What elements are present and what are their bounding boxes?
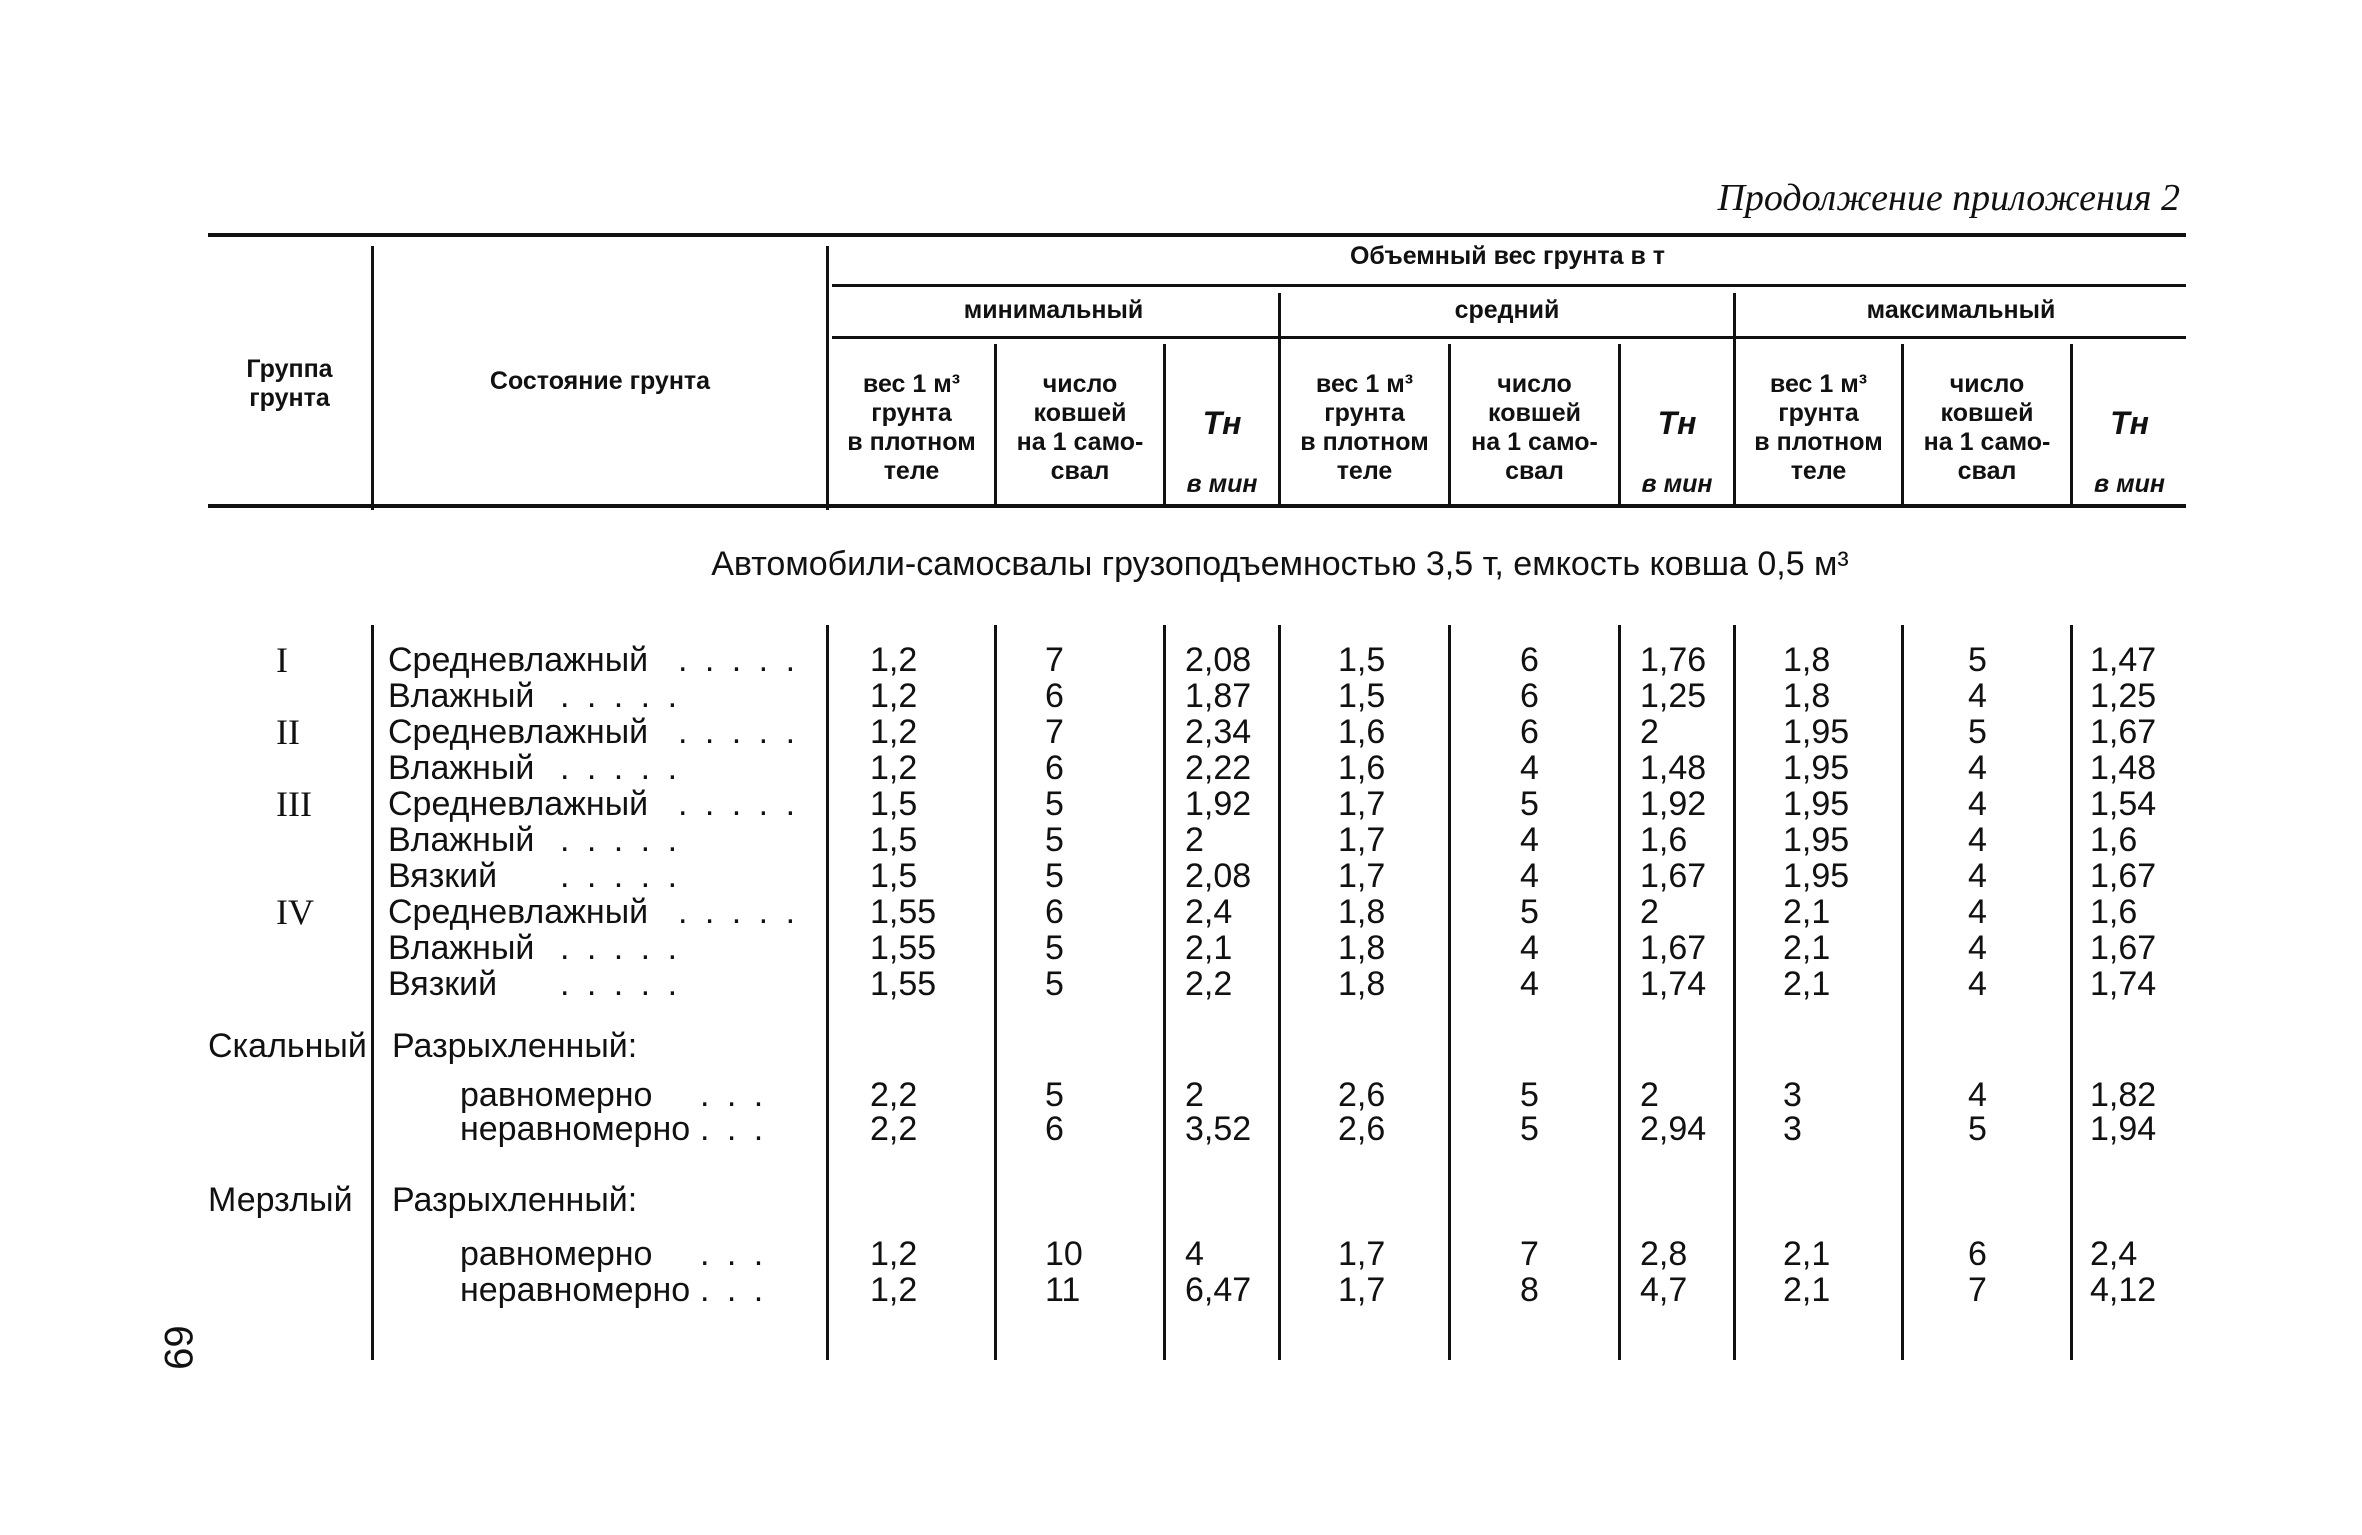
table-cell: 1,54: [2090, 785, 2157, 823]
table-cell: 1,67: [1640, 929, 1707, 967]
dot-leader: . . . . .: [560, 821, 682, 859]
table-cell: 2,08: [1185, 857, 1252, 895]
table-cell: 1,8: [1338, 965, 1386, 1003]
table-cell: 4: [1520, 749, 1539, 787]
table-cell: 2: [1640, 893, 1659, 931]
dot-leader: . . .: [700, 1110, 768, 1148]
dot-leader: . . . . .: [678, 893, 800, 931]
table-cell: 2,94: [1640, 1110, 1707, 1148]
table-cell: 1,7: [1338, 1235, 1386, 1273]
body-vline-10: [2070, 625, 2073, 1360]
table-cell: 4: [1968, 677, 1987, 715]
dot-leader: . . . . .: [678, 713, 800, 751]
tn-label: Тн: [2110, 405, 2149, 441]
table-cell: 2,4: [2090, 1235, 2138, 1273]
table-cell: 3: [1783, 1076, 1802, 1114]
table-cell: 1,8: [1783, 677, 1831, 715]
body-vline-5: [1278, 625, 1281, 1360]
mid-rule-1: [832, 284, 2186, 287]
table-cell: 1,6: [1640, 821, 1688, 859]
body-vline-3: [994, 625, 997, 1360]
table-cell: 1,2: [870, 1235, 918, 1273]
table-cell: 1,95: [1783, 713, 1850, 751]
header-bottom-rule: [208, 504, 2186, 508]
table-cell: 2,22: [1185, 749, 1252, 787]
header-max-buckets: число ковшей на 1 само- свал: [1923, 370, 2051, 485]
table-cell: 1,8: [1338, 893, 1386, 931]
header-min-tn: [1166, 380, 1278, 499]
header-mid-weight: вес 1 м³ грунта в плотном теле: [1300, 370, 1429, 485]
header-state: Состояние грунта: [489, 367, 711, 395]
header-min-buckets: число ковшей на 1 само- свал: [1016, 370, 1144, 485]
body-vline-8: [1733, 625, 1736, 1360]
group-label: II: [276, 712, 300, 752]
table-cell: 4: [1520, 965, 1539, 1003]
table-cell: 4,7: [1640, 1271, 1688, 1309]
table-cell: 1,6: [2090, 893, 2138, 931]
table-cell: 1,67: [2090, 713, 2157, 751]
table-cell: 1,95: [1783, 749, 1850, 787]
table-cell: 1,47: [2090, 641, 2157, 679]
state-label: Влажный: [388, 677, 535, 715]
tn-label: Тн: [1202, 405, 1242, 441]
table-cell: 2,2: [1185, 965, 1233, 1003]
table-cell: 5: [1968, 1110, 1987, 1148]
table-cell: 6: [1520, 713, 1539, 751]
state-label: Вязкий: [388, 965, 498, 1003]
table-cell: 10: [1045, 1235, 1083, 1273]
table-cell: 2: [1185, 1076, 1204, 1114]
state-label: Влажный: [388, 929, 535, 967]
table-cell: 5: [1045, 821, 1064, 859]
table-cell: 5: [1968, 641, 1987, 679]
table-cell: 1,55: [870, 965, 937, 1003]
header-group: Группа грунта: [246, 355, 333, 412]
table-cell: 2: [1640, 713, 1659, 751]
table-cell: 6: [1045, 677, 1064, 715]
section-title: Автомобили-самосвалы грузоподъемностью 3,5 т, емкость ковша 0,5 м³: [711, 545, 1849, 583]
table-cell: 6,47: [1185, 1271, 1252, 1309]
table-cell: 1,95: [1783, 821, 1850, 859]
state-label: Средневлажный: [388, 893, 649, 931]
table-cell: 6: [1045, 749, 1064, 787]
table-cell: 5: [1520, 893, 1539, 931]
tn-unit: в мин: [1641, 470, 1713, 498]
page-number: 69: [155, 1325, 200, 1370]
table-cell: 1,7: [1338, 857, 1386, 895]
table-cell: 1,95: [1783, 785, 1850, 823]
table-cell: 1,55: [870, 893, 937, 931]
table-cell: 2,1: [1783, 893, 1831, 931]
table-cell: 1,5: [870, 821, 918, 859]
header-volume-weight: Объемный вес грунта в т: [1349, 242, 1666, 270]
table-cell: 1,7: [1338, 821, 1386, 859]
header-max: максимальный: [1866, 296, 2056, 324]
table-cell: 7: [1045, 641, 1064, 679]
table-cell: 2,08: [1185, 641, 1252, 679]
table-cell: 1,5: [870, 857, 918, 895]
table-cell: 1,48: [1640, 749, 1707, 787]
body-vline-6: [1448, 625, 1451, 1360]
table-cell: 8: [1520, 1271, 1539, 1309]
table-cell: 1,87: [1185, 677, 1252, 715]
group-label: III: [276, 784, 312, 824]
state-label: Средневлажный: [388, 785, 649, 823]
table-cell: 1,5: [1338, 677, 1386, 715]
state-label: Влажный: [388, 821, 535, 859]
table-cell: 4: [1968, 929, 1987, 967]
table-cell: 5: [1520, 1076, 1539, 1114]
body-vline-4: [1163, 625, 1166, 1360]
table-cell: 1,2: [870, 677, 918, 715]
state-label: Разрыхленный:: [392, 1027, 638, 1065]
table-cell: 2,4: [1185, 893, 1233, 931]
table-cell: 1,2: [870, 1271, 918, 1309]
table-cell: 4: [1968, 1076, 1987, 1114]
dot-leader: . . . . .: [560, 929, 682, 967]
group-label: Скальный: [208, 1027, 367, 1065]
state-label: равномерно: [460, 1076, 653, 1114]
table-cell: 3: [1783, 1110, 1802, 1148]
table-cell: 1,7: [1338, 785, 1386, 823]
table-cell: 7: [1520, 1235, 1539, 1273]
table-cell: 6: [1968, 1235, 1987, 1273]
table-cell: 2,2: [870, 1076, 918, 1114]
table-cell: 2,34: [1185, 713, 1252, 751]
table-cell: 1,6: [1338, 713, 1386, 751]
table-cell: 5: [1520, 785, 1539, 823]
group-label: IV: [276, 892, 314, 932]
table-cell: 2,1: [1783, 929, 1831, 967]
body-vline-9: [1901, 625, 1904, 1360]
table-cell: 5: [1045, 965, 1064, 1003]
table-cell: 1,74: [1640, 965, 1707, 1003]
state-label: равномерно: [460, 1235, 653, 1273]
table-cell: 1,7: [1338, 1271, 1386, 1309]
dot-leader: . . .: [700, 1271, 768, 1309]
dot-leader: . . . . .: [678, 641, 800, 679]
header-mid: средний: [1454, 296, 1560, 324]
dot-leader: . . . . .: [560, 677, 682, 715]
body-vline-1: [371, 625, 374, 1360]
table-cell: 2,8: [1640, 1235, 1688, 1273]
table-cell: 5: [1045, 857, 1064, 895]
table-cell: 5: [1045, 929, 1064, 967]
table-cell: 1,2: [870, 749, 918, 787]
state-label: неравномерно: [460, 1271, 691, 1309]
table-cell: 4: [1185, 1235, 1204, 1273]
table-cell: 5: [1520, 1110, 1539, 1148]
table-cell: 1,67: [1640, 857, 1707, 895]
table-cell: 1,5: [1338, 641, 1386, 679]
group-label: I: [276, 640, 288, 680]
tn-unit: в мин: [2094, 470, 2165, 498]
state-label: Разрыхленный:: [392, 1181, 638, 1219]
table-cell: 4: [1968, 893, 1987, 931]
dot-leader: . . .: [700, 1076, 768, 1114]
table-cell: 2,1: [1185, 929, 1233, 967]
table-cell: 3,52: [1185, 1110, 1252, 1148]
table-cell: 2,1: [1783, 1271, 1831, 1309]
table-cell: 4: [1968, 749, 1987, 787]
table-cell: 1,48: [2090, 749, 2157, 787]
table-cell: 2,6: [1338, 1076, 1386, 1114]
table-cell: 4: [1520, 929, 1539, 967]
table-cell: 5: [1045, 785, 1064, 823]
table-cell: 4: [1968, 857, 1987, 895]
table-cell: 1,95: [1783, 857, 1850, 895]
table-cell: 2,1: [1783, 1235, 1831, 1273]
table-cell: 1,6: [2090, 821, 2138, 859]
table-cell: 5: [1045, 1076, 1064, 1114]
table-cell: 7: [1045, 713, 1064, 751]
table-cell: 1,94: [2090, 1110, 2157, 1148]
table-cell: 4: [1520, 821, 1539, 859]
group-label: Мерзлый: [208, 1181, 353, 1219]
state-label: Средневлажный: [388, 713, 649, 751]
table-cell: 1,67: [2090, 929, 2157, 967]
table-cell: 1,8: [1783, 641, 1831, 679]
tn-label: Тн: [1657, 405, 1697, 441]
continuation-title: Продолжение приложения 2: [1717, 177, 2180, 219]
table-cell: 2: [1185, 821, 1204, 859]
table-cell: 5: [1968, 713, 1987, 751]
state-label: Вязкий: [388, 857, 498, 895]
top-rule: [208, 233, 2186, 237]
table-cell: 4: [1968, 965, 1987, 1003]
header-min: минимальный: [963, 296, 1144, 324]
table-cell: 1,55: [870, 929, 937, 967]
state-label: Влажный: [388, 749, 535, 787]
dot-leader: . . . . .: [678, 785, 800, 823]
table-cell: 2,6: [1338, 1110, 1386, 1148]
table-cell: 1,8: [1338, 929, 1386, 967]
table-cell: 6: [1045, 893, 1064, 931]
table-cell: 1,25: [1640, 677, 1707, 715]
state-label: неравномерно: [460, 1110, 691, 1148]
table-cell: 6: [1520, 641, 1539, 679]
table-cell: 1,76: [1640, 641, 1707, 679]
table-cell: 4: [1968, 821, 1987, 859]
table-cell: 1,92: [1640, 785, 1707, 823]
table-cell: 1,82: [2090, 1076, 2157, 1114]
table-cell: 1,2: [870, 713, 918, 751]
table-cell: 1,74: [2090, 965, 2157, 1003]
tn-unit: в мин: [1186, 470, 1258, 498]
table-cell: 1,2: [870, 641, 918, 679]
table-cell: 4: [1520, 857, 1539, 895]
table-cell: 1,25: [2090, 677, 2157, 715]
header-max-weight: вес 1 м³ грунта в плотном теле: [1754, 370, 1883, 485]
state-label: Средневлажный: [388, 641, 649, 679]
table-cell: 11: [1045, 1271, 1081, 1309]
table-cell: 7: [1968, 1271, 1987, 1309]
table-cell: 4,12: [2090, 1271, 2157, 1309]
table-cell: 6: [1045, 1110, 1064, 1148]
body-vline-7: [1618, 625, 1621, 1360]
header-mid-tn: [1621, 380, 1733, 499]
dot-leader: . . . . .: [560, 749, 682, 787]
table-cell: 1,6: [1338, 749, 1386, 787]
table-cell: 6: [1520, 677, 1539, 715]
table-cell: 2,2: [870, 1110, 918, 1148]
table-cell: 2: [1640, 1076, 1659, 1114]
header-max-tn: [2073, 380, 2186, 499]
table-cell: 2,1: [1783, 965, 1831, 1003]
dot-leader: . . .: [700, 1235, 768, 1273]
table-cell: 1,92: [1185, 785, 1252, 823]
table-cell: 1,67: [2090, 857, 2157, 895]
table-cell: 1,5: [870, 785, 918, 823]
dot-leader: . . . . .: [560, 857, 682, 895]
table-cell: 4: [1968, 785, 1987, 823]
dot-leader: . . . . .: [560, 965, 682, 1003]
header-min-weight: вес 1 м³ грунта в плотном теле: [847, 370, 976, 485]
mid-rule-2: [832, 336, 2186, 339]
header-mid-buckets: число ковшей на 1 само- свал: [1471, 370, 1598, 485]
body-vline-2: [826, 625, 829, 1360]
